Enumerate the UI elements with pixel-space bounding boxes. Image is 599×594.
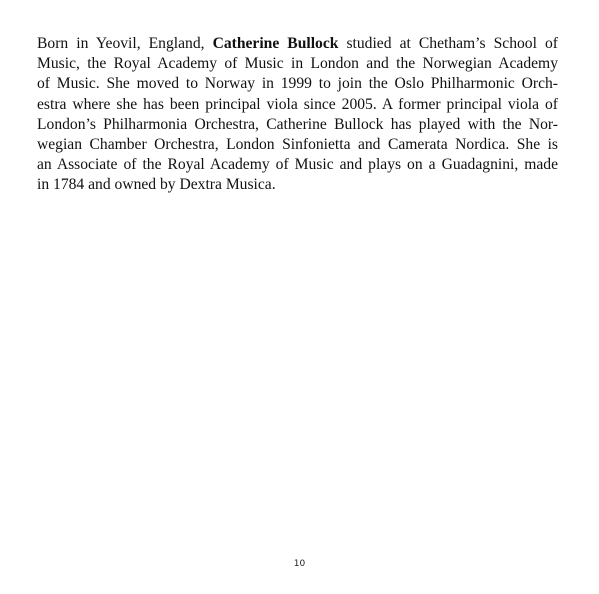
- biography-line-6: wegian Chamber Orchestra, London Sinfonietta and Camerata Nordica. She is: [37, 136, 558, 154]
- page-number: 10: [293, 559, 306, 569]
- biography-line-3: of Music. She moved to Norway in 1999 to join the Oslo Philharmonic Orch-: [37, 75, 558, 93]
- biography-line-1: [37, 34, 558, 54]
- biography-line-8: in 1784 and owned by Dextra Musica.: [37, 176, 276, 194]
- artist-name: Catherine Bullock: [212, 35, 339, 52]
- biography-line-7: an Associate of the Royal Academy of Music and plays on a Guadagnini, made: [37, 156, 558, 174]
- biography-intro-continuation: studied at Chetham’s School of: [338, 35, 558, 52]
- biography-line-5: London’s Philharmonia Orchestra, Catherine Bullock has played with the Nor-: [37, 115, 558, 133]
- biography-intro-text: Born in Yeovil, England,: [37, 35, 213, 52]
- biography-line-2: Music, the Royal Academy of Music in London and the Norwegian Academy: [37, 55, 558, 73]
- biography-paragraph: [37, 34, 558, 196]
- biography-line-4: estra where she has been principal viola since 2005. A former principal viola of: [37, 95, 558, 113]
